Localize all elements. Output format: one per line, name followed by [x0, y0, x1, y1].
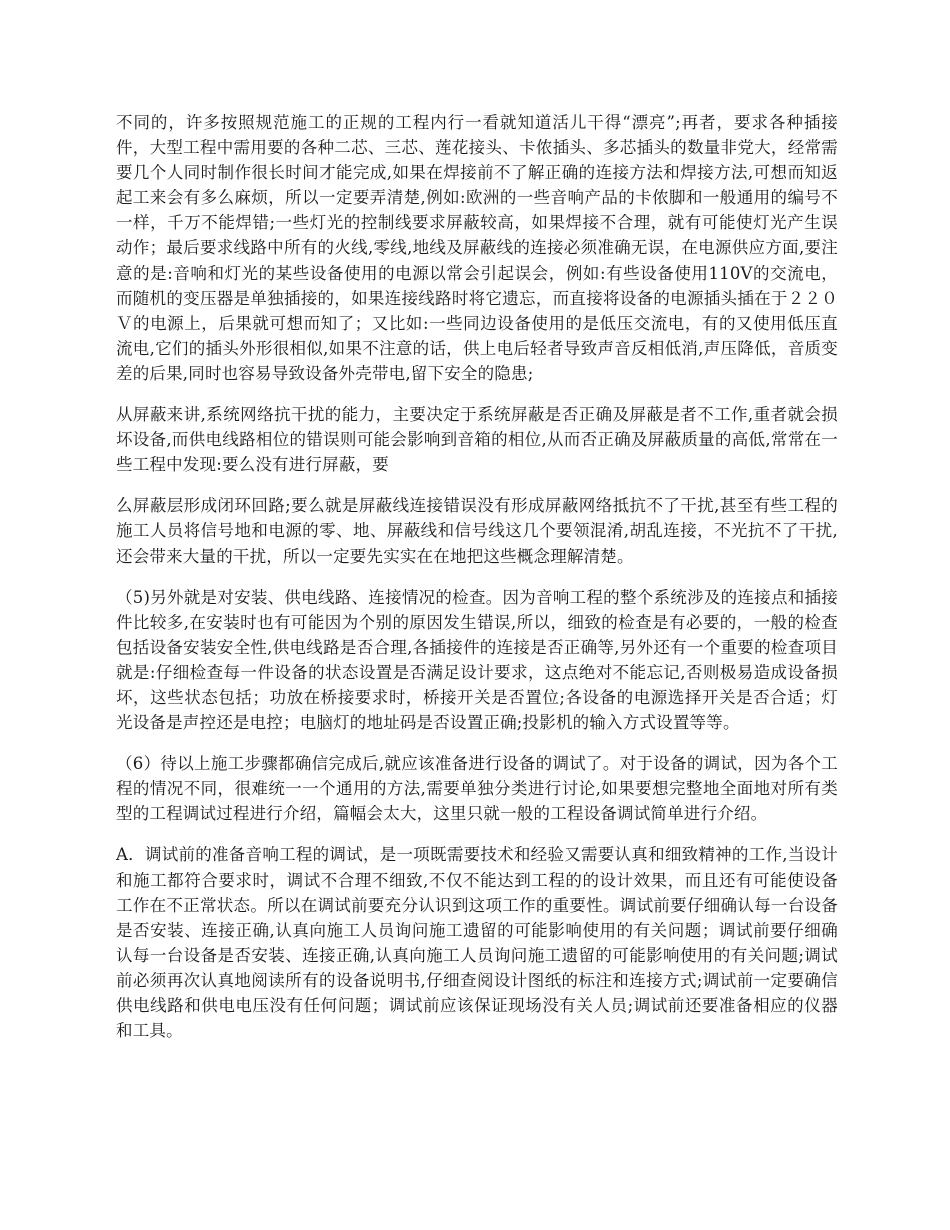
paragraph-a-debug-preparation: A．调试前的准备音响工程的调试，是一项既需要技术和经验又需要认真和细致精神的工作,当设计和施工都符合要求时，调试不合理不细致,不仅不能达到工程的的设计效果，而且还有可能使设备工作在不正常状态。所以在调试前要充分认识到这项工作的重要性。调试前要仔细确认每一台设备是否安装、连接正确,认真向施工人员询问施工遗留的可能影响使用的有关问题；调试前要仔细确认每一台设备是否安装、连接正确,认真向施工人员询问施工遗留的可能影响使用的有关问题;调试前必须再次认真地阅读所有的设备说明书,仔细查阅设计图纸的标注和连接方式;调试前一定要确信供电线路和供电电压没有任何问题；调试前应该保证现场没有关人员;调试前还要准备相应的仪器和工具。 — [116, 845, 838, 1041]
paragraph-wiring-and-power: 不同的，许多按照规范施工的正规的工程内行一看就知道活儿干得“漂亮”;再者，要求各种插接件，大型工程中需用要的各种二芯、三芯、莲花接头、卡侬插头、多芯插头的数量非党大，经常需要几个人同时制作很长时间才能完成,如果在焊接前不了解正确的连接方法和焊接方法,可想而知返起工来会有多么麻烦，所以一定要弄清楚,例如:欧洲的一些音响产品的卡侬脚和一般通用的编号不一样，千万不能焊错;一些灯光的控制线要求屏蔽较高，如果焊接不合理，就有可能使灯光产生误动作；最后要求线路中所有的火线,零线,地线及屏蔽线的连接必须准确无误，在电源供应方面,要注意的是:音响和灯光的某些设备使用的电源以常会引起误会，例如:有些设备使用110V的交流电，而随机的变压器是单独插接的，如果连接线路时将它遗忘，而直接将设备的电源插头插在于２２０Ｖ的电源上，后果就可想而知了；又比如:一些同边设备使用的是低压交流电，有的又使用低压直流电,它们的插头外形很相似,如果不注意的话，供上电后轻者导致声音反相低消,声压降低，音质变差的后果,同时也容易导致设备外壳带电,留下安全的隐患; — [116, 113, 838, 383]
paragraph-shielding-part-1: 从屏蔽来讲,系统网络抗干扰的能力，主要决定于系统屏蔽是否正确及屏蔽是者不工作,重者就会损坏设备,而供电线路相位的错误则可能会影响到音箱的相位,从而否正确及屏蔽质量的高低,常常在一些工程中发现:要么没有进行屏蔽，要 — [116, 405, 838, 475]
paragraph-step-5-inspection: （5)另外就是对安装、供电线路、连接情况的检查。因为音响工程的整个系统涉及的连接点和插接件比较多,在安装时也有可能因为个别的原因发生错误,所以，细致的检查是有必要的，一般的检查包括设备安装安全性,供电线路是否合理,各插接件的连接是否正确等,另外还有一个重要的检查项目就是:仔细检查每一件设备的状态设置是否满足设计要求，这点绝对不能忘记,否则极易造成设备损坏，这些状态包括；功放在桥接要求时，桥接开关是否置位;各设备的电源选择开关是否合适；灯光设备是声控还是电控；电脑灯的地址码是否设置正确;投影机的输入方式设置等等。 — [116, 587, 838, 733]
document-page — [116, 110, 838, 1059]
paragraph-shielding-part-2: 么屏蔽层形成闭环回路;要么就是屏蔽线连接错误没有形成屏蔽网络抵抗不了干扰,甚至有些工程的施工人员将信号地和电源的零、地、屏蔽线和信号线这几个要领混淆,胡乱连接，不光抗不了干扰,还会带来大量的干扰，所以一定要先实实在在地把这些概念理解清楚。 — [116, 496, 838, 566]
paragraph-step-6-debugging: （6）待以上施工步骤都确信完成后,就应该准备进行设备的调试了。对于设备的调试，因为各个工程的情况不同，很难统一一个通用的方法,需要单独分类进行讨论,如果要想完整地全面地对所有类型的工程调试过程进行介绍，篇幅会太大，这里只就一般的工程设备调试简单进行介绍。 — [116, 754, 838, 824]
